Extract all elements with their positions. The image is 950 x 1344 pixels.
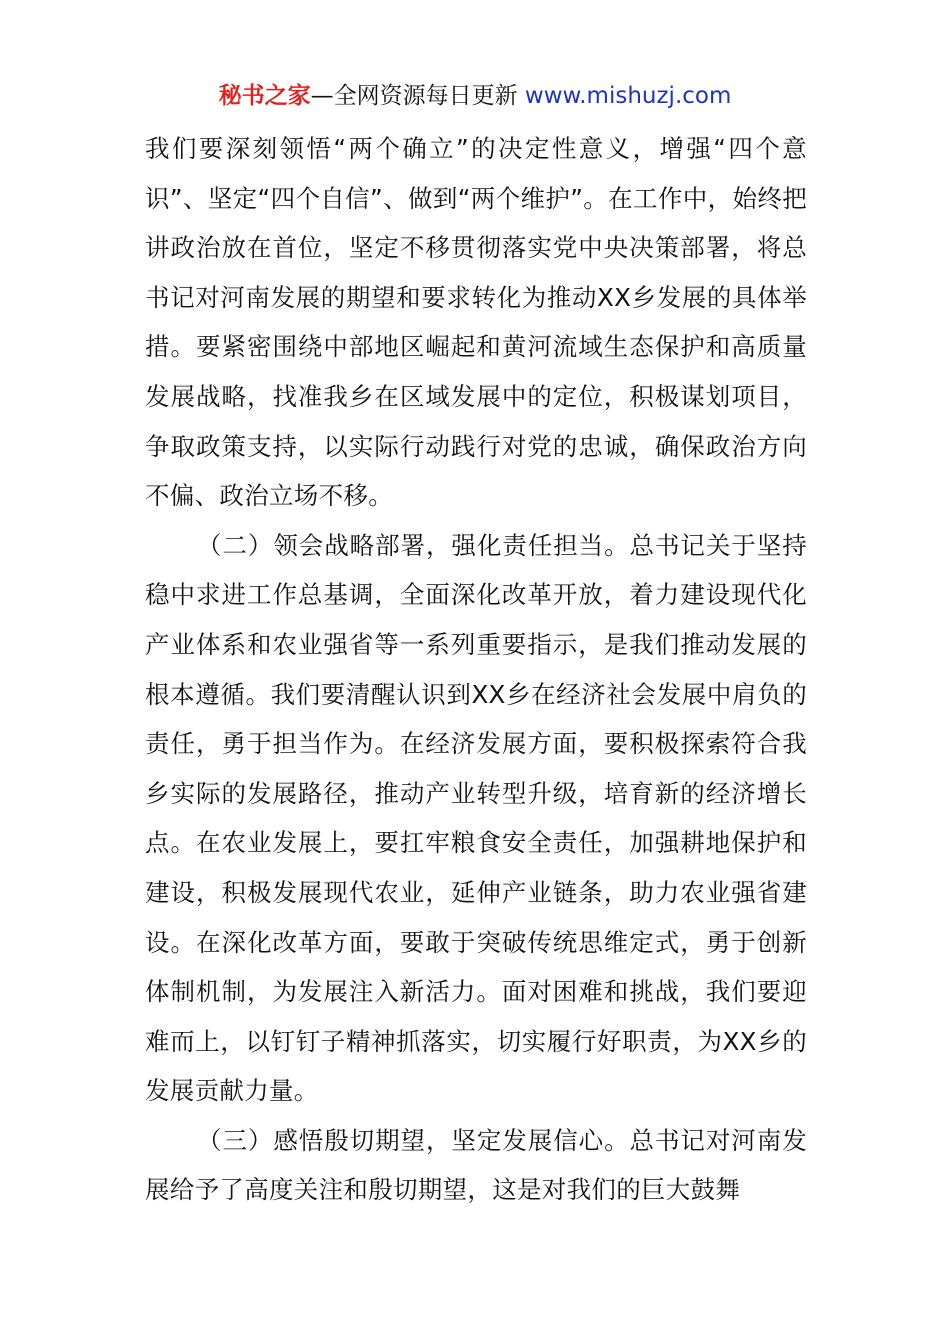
paragraph-1: 我们要深刻领悟“两个确立”的决定性意义，增强“四个意识”、坚定“四个自信”、做到“两个维护”。在工作中，始终把讲政治放在首位，坚定不移贯彻落实党中央决策部署，将总书记对河南发展的期望和要求转化为推动XX乡发展的具体举措。要紧密围绕中部地区崛起和黄河流域生态保护和高质量发展战略，找准我乡在区域发展中的定位，积极谋划项目，争取政策支持，以实际行动践行对党的忠诚，确保政治方向不偏、政治立场不移。	[145, 134, 807, 511]
header-url[interactable]: www.mishuzj.com	[524, 83, 732, 109]
header-brand: 秘书之家	[218, 83, 311, 109]
paragraph-2: （二）领会战略部署，强化责任担当。总书记关于坚持稳中求进工作总基调，全面深化改革开放，着力建设现代化产业体系和农业强省等一系列重要指示，是我们推动发展的根本遵循。我们要清醒认识到XX乡在经济社会发展中肩负的责任，勇于担当作为。在经济发展方面，要积极探索符合我乡实际的发展路径，推动产业转型升级，培育新的经济增长点。在农业发展上，要扛牢粮食安全责任，加强耕地保护和建设，积极发展现代农业，延伸产业链条，助力农业强省建设。在深化改革方面，要敢于突破传统思维定式，勇于创新体制机制，为发展注入新活力。面对困难和挑战，我们要迎难而上，以钉钉子精神抓落实，切实履行好职责，为XX乡的发展贡献力量。	[145, 530, 807, 1106]
paragraph-3: （三）感悟殷切期望，坚定发展信心。总书记对河南发展给予了高度关注和殷切期望，这是对我们的巨大鼓舞	[145, 1125, 807, 1205]
page-header	[0, 80, 950, 112]
document-body	[145, 124, 807, 1215]
header-tagline: —全网资源每日更新	[310, 83, 518, 109]
